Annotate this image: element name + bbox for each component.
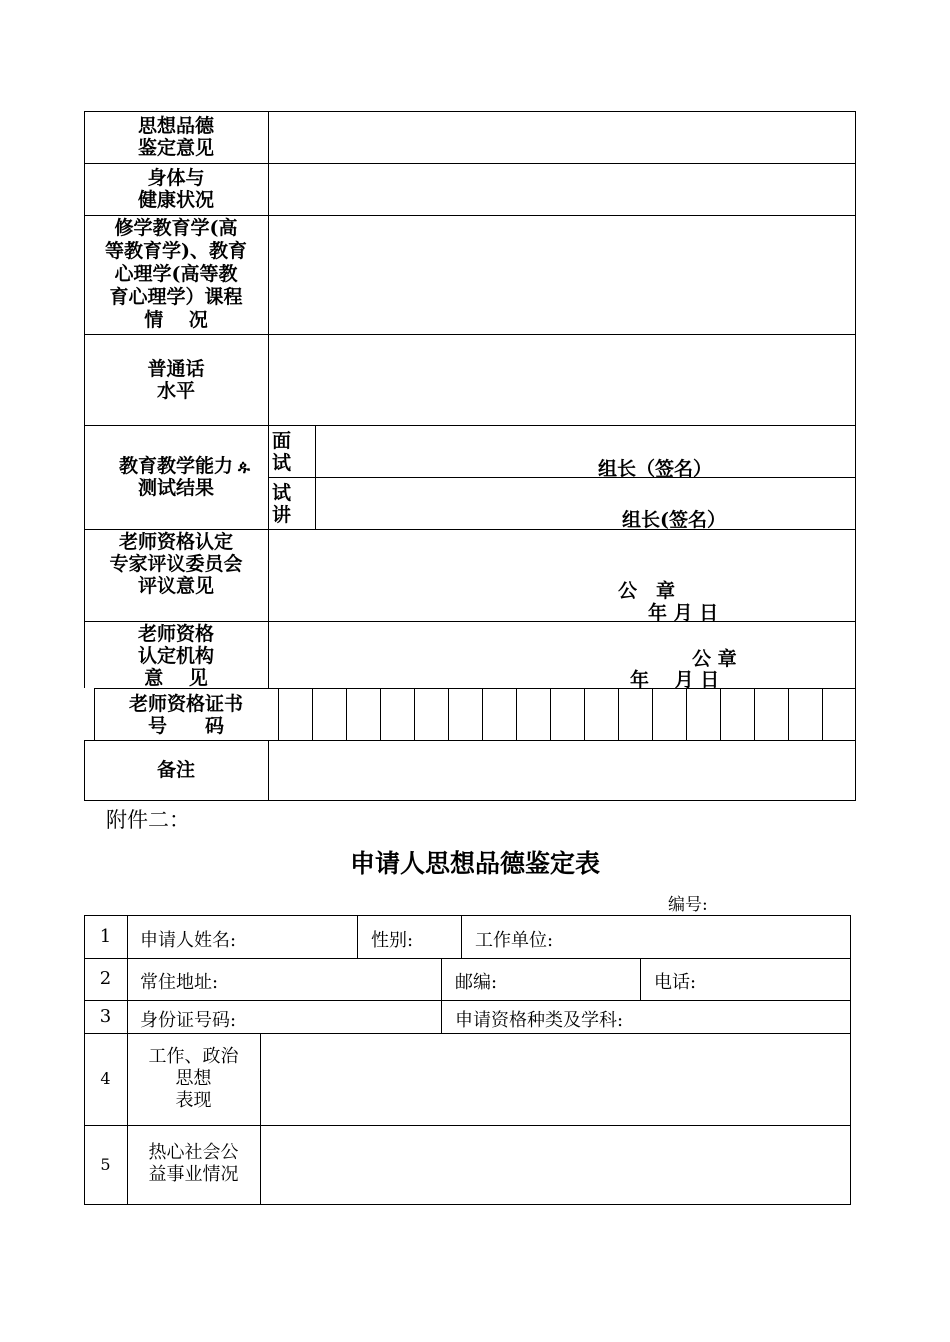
id-number-field[interactable]: 身份证号码: — [140, 1010, 237, 1031]
mandarin-level-label: 普通话 水平 — [147, 358, 205, 402]
education-course-label: 修学教育学(高 等教育学)、教育 心理学(高等教 育心理学）课程 情 况 — [105, 217, 247, 331]
form-title: 申请人思想品德鉴定表 — [349, 849, 600, 878]
serial-number-label: 编号: — [668, 895, 708, 915]
attachment-heading: 附件二： — [106, 808, 190, 832]
remarks-label: 备注 — [156, 759, 195, 781]
gender-field[interactable]: 性别: — [371, 930, 414, 951]
committee-seal: 公 章 — [618, 580, 676, 602]
row-number: 5 — [100, 1155, 111, 1174]
row-number: 4 — [100, 1069, 111, 1088]
address-field[interactable]: 常住地址: — [140, 972, 219, 993]
interview-label: 面 试 — [272, 430, 292, 474]
agency-opinion-label: 老师资格 认定机构 意 见 — [137, 623, 214, 689]
interview-signature: 组长（签名） — [598, 458, 713, 480]
lecture-signature: 组长(签名） — [622, 509, 726, 531]
certificate-number-label: 老师资格证书 号 码 — [128, 693, 243, 737]
row-number: 2 — [99, 968, 112, 989]
agency-date: 年 月 日 — [630, 669, 720, 691]
moral-appraisal-label: 思想品德 鉴定意见 — [137, 115, 214, 159]
qualification-field[interactable]: 申请资格种类及学科: — [455, 1010, 624, 1031]
agency-seal: 公 章 — [692, 648, 737, 670]
applicant-name-field[interactable]: 申请人姓名: — [140, 930, 237, 951]
postcode-field[interactable]: 邮编: — [455, 972, 498, 993]
expert-committee-label: 老师资格认定 专家评议委员会 评议意见 — [109, 531, 243, 597]
stray-glyph: ዹ — [238, 456, 250, 475]
public-welfare-label: 热心社会公 益事业情况 — [148, 1142, 239, 1185]
health-status-label: 身体与 健康状况 — [137, 167, 214, 211]
row-number: 1 — [99, 926, 112, 947]
work-political-label: 工作、政治 思想 表现 — [148, 1046, 239, 1111]
teaching-test-label: 教育教学能力 测试结果 — [118, 455, 233, 499]
row-number: 3 — [99, 1006, 112, 1027]
lecture-label: 试 讲 — [272, 482, 292, 526]
committee-date: 年 月 日 — [648, 602, 719, 624]
phone-field[interactable]: 电话: — [654, 972, 697, 993]
work-unit-field[interactable]: 工作单位: — [475, 930, 554, 951]
